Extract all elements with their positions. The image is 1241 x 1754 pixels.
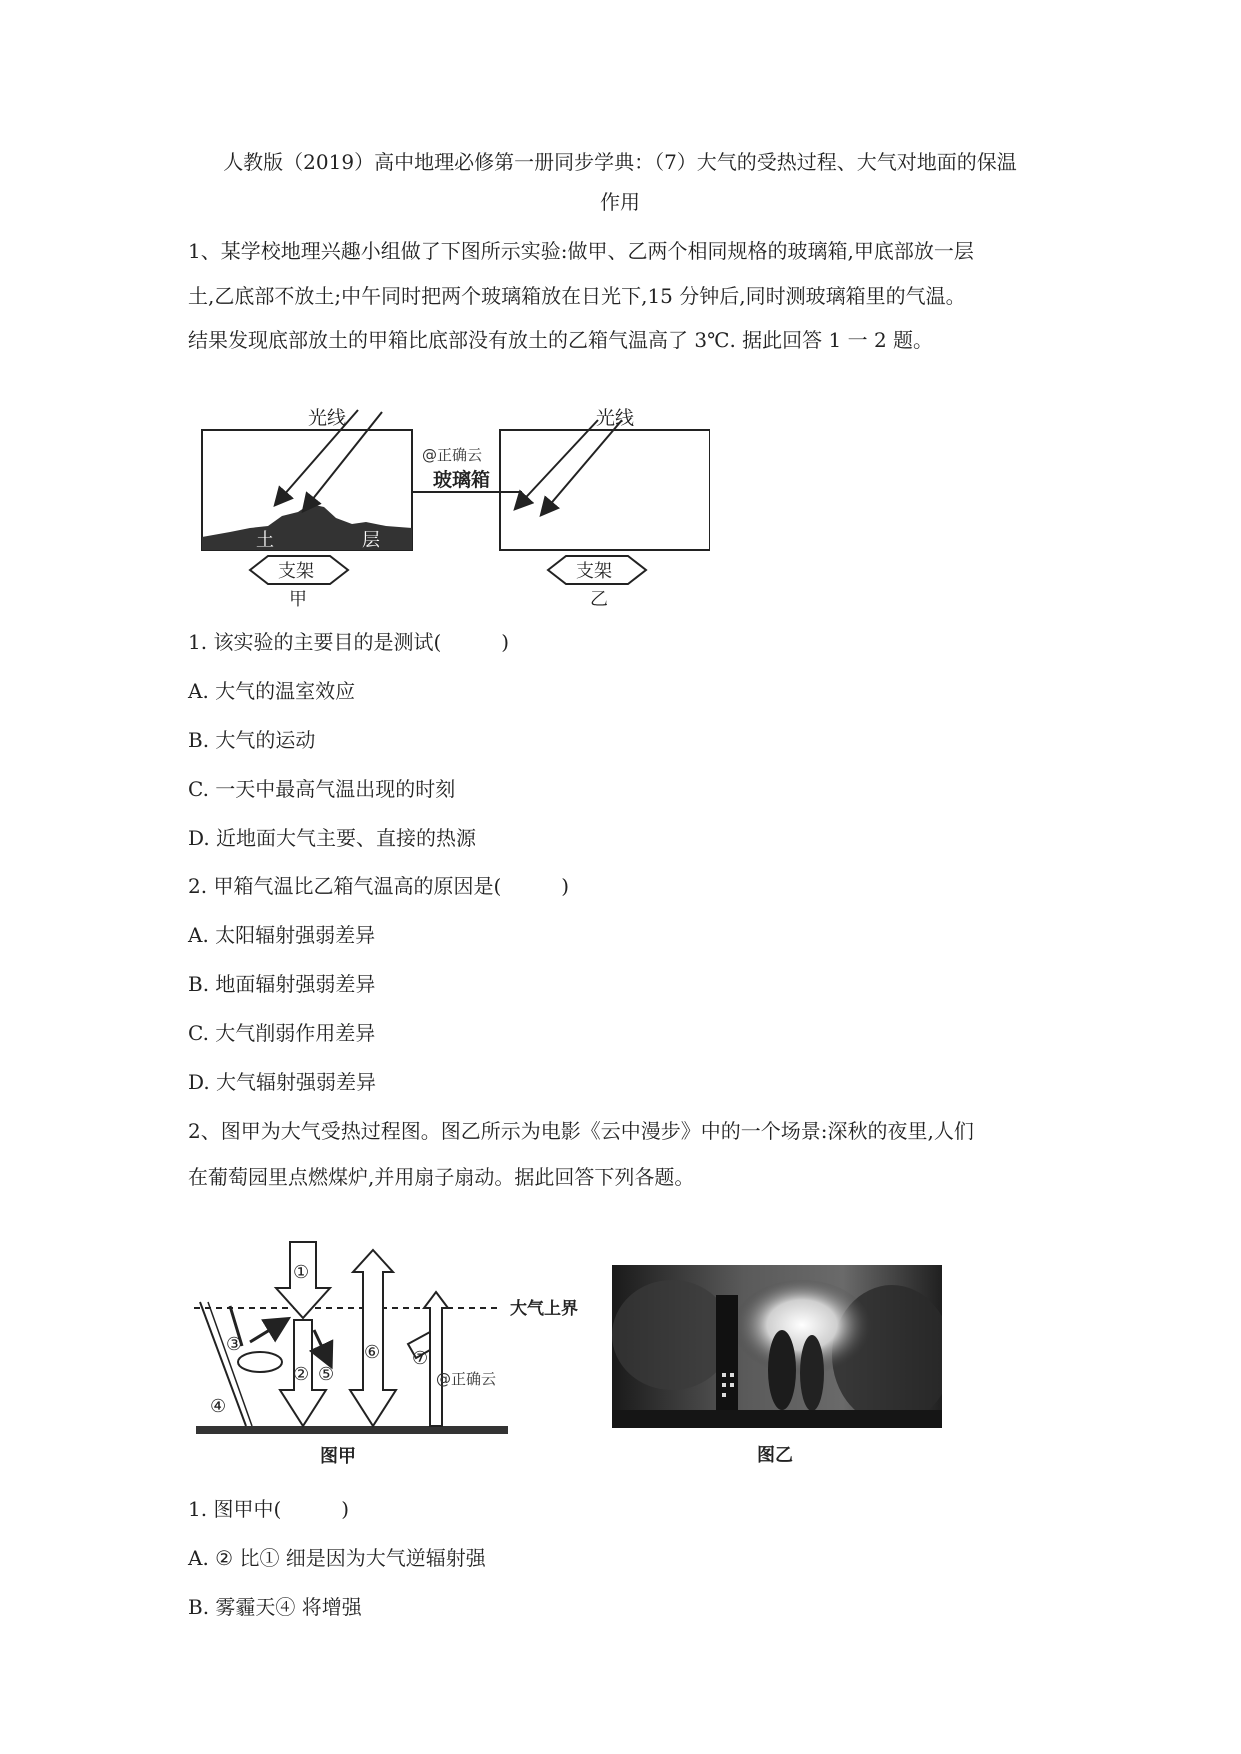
- soil-label-char1: 土: [256, 530, 274, 551]
- watermark-2: @正确云: [436, 1370, 497, 1388]
- q1-sub2-option-b: B. 地面辐射强弱差异: [188, 972, 376, 996]
- label-7: ⑦: [412, 1348, 429, 1369]
- label-3: ③: [226, 1334, 243, 1355]
- glass-box-label: 玻璃箱: [433, 469, 491, 491]
- light-label-a: 光线: [308, 407, 347, 429]
- glass-box-experiment-figure: [190, 400, 710, 615]
- light-label-b: 光线: [596, 407, 635, 429]
- q1-sub2-option-d: D. 大气辐射强弱差异: [188, 1070, 377, 1094]
- arrow-6: [350, 1250, 396, 1426]
- watermark-1: @正确云: [422, 446, 483, 464]
- box-a-label: 甲: [289, 589, 307, 610]
- q1-intro-line3: 结果发现底部放土的甲箱比底部没有放土的乙箱气温高了 3℃. 据此回答 1 一 2 题。: [188, 328, 934, 352]
- q1-intro-line2: 土,乙底部不放土;中午同时把两个玻璃箱放在日光下,15 分钟后,同时测玻璃箱里的气温。: [188, 284, 966, 308]
- figure-b-caption: 图乙: [757, 1445, 793, 1466]
- q1-sub1-stem: 1. 该实验的主要目的是测试( ): [188, 630, 510, 654]
- stand-label-b: 支架: [576, 561, 612, 582]
- q1-sub1-option-d: D. 近地面大气主要、直接的热源: [188, 826, 477, 850]
- q2-sub1-option-b: B. 雾霾天④ 将增强: [188, 1595, 362, 1619]
- q2-intro-line1: 2、图甲为大气受热过程图。图乙所示为电影《云中漫步》中的一个场景:深秋的夜里,人们: [188, 1119, 974, 1143]
- q1-sub2-option-a: A. 太阳辐射强弱差异: [188, 923, 376, 947]
- document-title-line2: 作用: [600, 190, 640, 214]
- box-b-label: 乙: [590, 589, 608, 610]
- figure-a-caption: 图甲: [320, 1446, 356, 1467]
- movie-scene-photo: [612, 1265, 942, 1428]
- label-1: ①: [293, 1262, 310, 1283]
- q1-intro-line1: 1、某学校地理兴趣小组做了下图所示实验:做甲、乙两个相同规格的玻璃箱,甲底部放一层: [188, 239, 974, 263]
- soil-label-char2: 层: [362, 530, 380, 551]
- cloud: [238, 1352, 282, 1372]
- q1-sub2-option-c: C. 大气削弱作用差异: [188, 1021, 376, 1045]
- q2-sub1-stem: 1. 图甲中( ): [188, 1497, 350, 1521]
- q2-intro-line2: 在葡萄园里点燃煤炉,并用扇子扇动。据此回答下列各题。: [188, 1165, 695, 1189]
- label-2: ②: [293, 1364, 310, 1385]
- ground-surface: [196, 1426, 508, 1434]
- q1-sub2-stem: 2. 甲箱气温比乙箱气温高的原因是( ): [188, 874, 570, 898]
- q2-sub1-option-a: A. ② 比① 细是因为大气逆辐射强: [188, 1546, 486, 1570]
- q1-sub1-option-a: A. 大气的温室效应: [188, 679, 356, 703]
- q1-sub1-option-c: C. 一天中最高气温出现的时刻: [188, 777, 456, 801]
- label-5: ⑤: [318, 1364, 335, 1385]
- label-4: ④: [210, 1396, 227, 1417]
- document-title-line1: 人教版（2019）高中地理必修第一册同步学典：（7）大气的受热过程、大气对地面的保温: [223, 150, 1017, 174]
- atmosphere-boundary-label: 大气上界: [510, 1299, 578, 1319]
- atmosphere-heating-diagram: [190, 1240, 590, 1470]
- stand-label-a: 支架: [278, 561, 314, 582]
- soil-layer: [202, 504, 412, 550]
- arrow-5-line: [314, 1330, 330, 1364]
- q1-sub1-option-b: B. 大气的运动: [188, 728, 316, 752]
- label-6: ⑥: [364, 1342, 381, 1363]
